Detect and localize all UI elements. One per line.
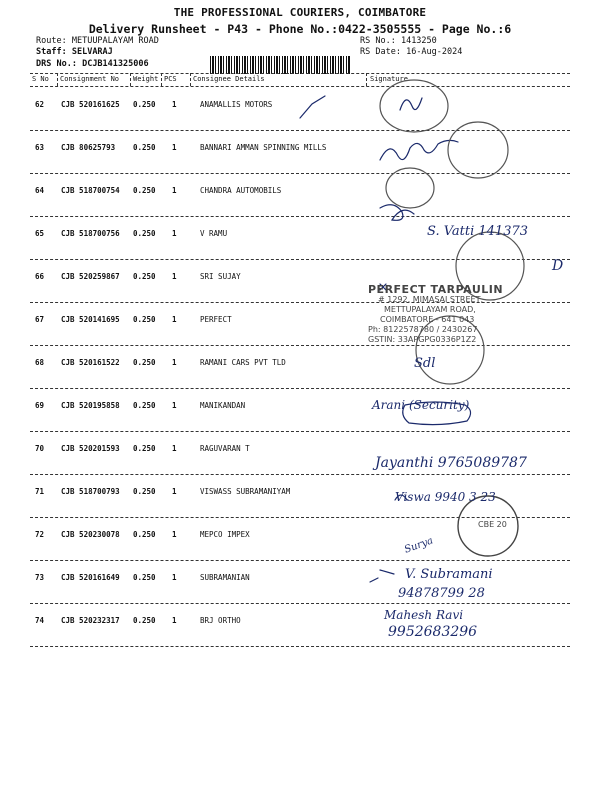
row-sno: 68	[35, 358, 45, 367]
row-weight: 0.250	[133, 487, 156, 496]
row-consignee: CHANDRA AUTOMOBILS	[200, 186, 282, 195]
col-consignee-header: Consignee Details	[193, 75, 265, 83]
row-pcs: 1	[172, 487, 177, 496]
row-pcs: 1	[172, 401, 177, 410]
drs-label: DRS No.:	[36, 59, 77, 69]
row-sno: 72	[35, 530, 45, 539]
col-pcs-header: PCS	[164, 75, 177, 83]
perfect-stamp-line4: Ph: 8122578780 / 2430267	[368, 325, 478, 334]
row-weight: 0.250	[133, 100, 156, 109]
row-sno: 63	[35, 143, 45, 152]
row-consignment-no: CJB 520201593	[61, 444, 120, 453]
col-sno-header: S No	[32, 75, 49, 83]
row-consignee: MEPCO IMPEX	[200, 530, 250, 539]
perfect-stamp-line3: COIMBATORE - 641 043	[380, 315, 475, 324]
route-value: METUUPALAYAM ROAD	[71, 36, 159, 46]
col-signature-header: Signature	[370, 75, 408, 83]
row-sno: 69	[35, 401, 45, 410]
row-consignee: SRI SUJAY	[200, 272, 241, 281]
row-consignment-no: CJB 520232317	[61, 616, 120, 625]
perfect-stamp-line1: # 1292, MIMASAI STREET,	[378, 295, 483, 304]
row-consignment-no: CJB 520259867	[61, 272, 120, 281]
mepco-stamp-text: CBE 20	[478, 520, 507, 529]
perfect-stamp-line2: METTUPALAYAM ROAD,	[384, 305, 476, 314]
rs-date-value: 16-Aug-2024	[406, 47, 463, 57]
handwriting-72: Surya	[403, 535, 435, 556]
perfect-stamp	[368, 285, 538, 345]
handwriting-73-phone: 94878799 28	[398, 586, 485, 601]
row-weight: 0.250	[133, 530, 156, 539]
row-consignee: PERFECT	[200, 315, 232, 324]
handwriting-68: Sdl	[414, 356, 436, 371]
row-pcs: 1	[172, 315, 177, 324]
row-consignee: RAGUVARAN T	[200, 444, 250, 453]
handwriting-74: Mahesh Ravi	[384, 608, 464, 622]
runsheet-title: Delivery Runsheet - P43 - Phone No.:0422-3505555 - Page No.:6	[88, 22, 512, 36]
handwriting-70: Jayanthi 9765089787	[375, 455, 527, 471]
handwriting-73: V. Subramani	[405, 567, 493, 582]
row-weight: 0.250	[133, 186, 156, 195]
row-weight: 0.250	[133, 401, 156, 410]
row-consignment-no: CJB 520141695	[61, 315, 120, 324]
row-sno: 73	[35, 573, 45, 582]
row-pcs: 1	[172, 444, 177, 453]
rs-date-label: RS Date:	[360, 47, 401, 57]
row-pcs: 1	[172, 186, 177, 195]
row-consignment-no: CJB 520161522	[61, 358, 120, 367]
row-pcs: 1	[172, 616, 177, 625]
row-pcs: 1	[172, 229, 177, 238]
row-consignment-no: CJB 520230078	[61, 530, 120, 539]
row-consignee: V RAMU	[200, 229, 228, 238]
row-pcs: 1	[172, 358, 177, 367]
row-consignment-no: CJB 520195858	[61, 401, 120, 410]
drs-value: DCJB141325006	[82, 59, 149, 69]
row-consignment-no: CJB 518700756	[61, 229, 120, 238]
row-sno: 65	[35, 229, 45, 238]
row-sno: 70	[35, 444, 45, 453]
staff-value: SELVARAJ	[71, 47, 113, 57]
handwriting-66: D	[552, 258, 564, 274]
col-weight-header: Weight	[133, 75, 159, 83]
handwriting-74-phone: 9952683296	[388, 624, 478, 640]
rs-no-label: RS No.:	[360, 36, 396, 46]
row-consignee: ANAMALLIS MOTORS	[200, 100, 273, 109]
perfect-stamp-name: PERFECT TARPAULIN	[368, 283, 504, 296]
route-label: Route:	[36, 36, 67, 46]
row-consignment-no: CJB 80625793	[61, 143, 116, 152]
row-pcs: 1	[172, 143, 177, 152]
row-pcs: 1	[172, 100, 177, 109]
row-weight: 0.250	[133, 616, 156, 625]
handwriting-71: Viswa 9940 3 23	[395, 490, 496, 504]
row-weight: 0.250	[133, 272, 156, 281]
row-consignment-no: CJB 520161625	[61, 100, 120, 109]
row-sno: 71	[35, 487, 45, 496]
row-weight: 0.250	[133, 444, 156, 453]
row-consignment-no: CJB 518700793	[61, 487, 120, 496]
handwriting-69: Arani (Security)	[372, 398, 470, 412]
row-consignee: BRJ ORTHO	[200, 616, 241, 625]
handwriting-65: S. Vatti 141373	[427, 224, 529, 239]
row-sno: 66	[35, 272, 45, 281]
row-weight: 0.250	[133, 229, 156, 238]
rs-no-value: 1413250	[400, 36, 437, 46]
row-sno: 74	[35, 616, 45, 625]
row-consignee: RAMANI CARS PVT TLD	[200, 358, 286, 367]
row-consignee: VISWASS SUBRAMANIYAM	[200, 487, 291, 496]
row-sno: 64	[35, 186, 45, 195]
row-sno: 62	[35, 100, 45, 109]
row-consignment-no: CJB 518700754	[61, 186, 120, 195]
perfect-stamp-line5: GSTIN: 33APGPG0336P1Z2	[368, 335, 477, 344]
row-pcs: 1	[172, 530, 177, 539]
row-weight: 0.250	[133, 573, 156, 582]
row-pcs: 1	[172, 573, 177, 582]
row-consignee: MANIKANDAN	[200, 401, 246, 410]
row-weight: 0.250	[133, 358, 156, 367]
staff-label: Staff:	[36, 47, 67, 57]
row-consignee: SUBRAMANIAN	[200, 573, 250, 582]
row-consignment-no: CJB 520161649	[61, 573, 120, 582]
company-title: THE PROFESSIONAL COURIERS, COIMBATORE	[173, 6, 427, 19]
row-consignee: BANNARI AMMAN SPINNING MILLS	[200, 143, 327, 152]
row-weight: 0.250	[133, 315, 156, 324]
row-pcs: 1	[172, 272, 177, 281]
col-consignment-header: Consignment No	[60, 75, 120, 83]
row-sno: 67	[35, 315, 45, 324]
row-weight: 0.250	[133, 143, 156, 152]
